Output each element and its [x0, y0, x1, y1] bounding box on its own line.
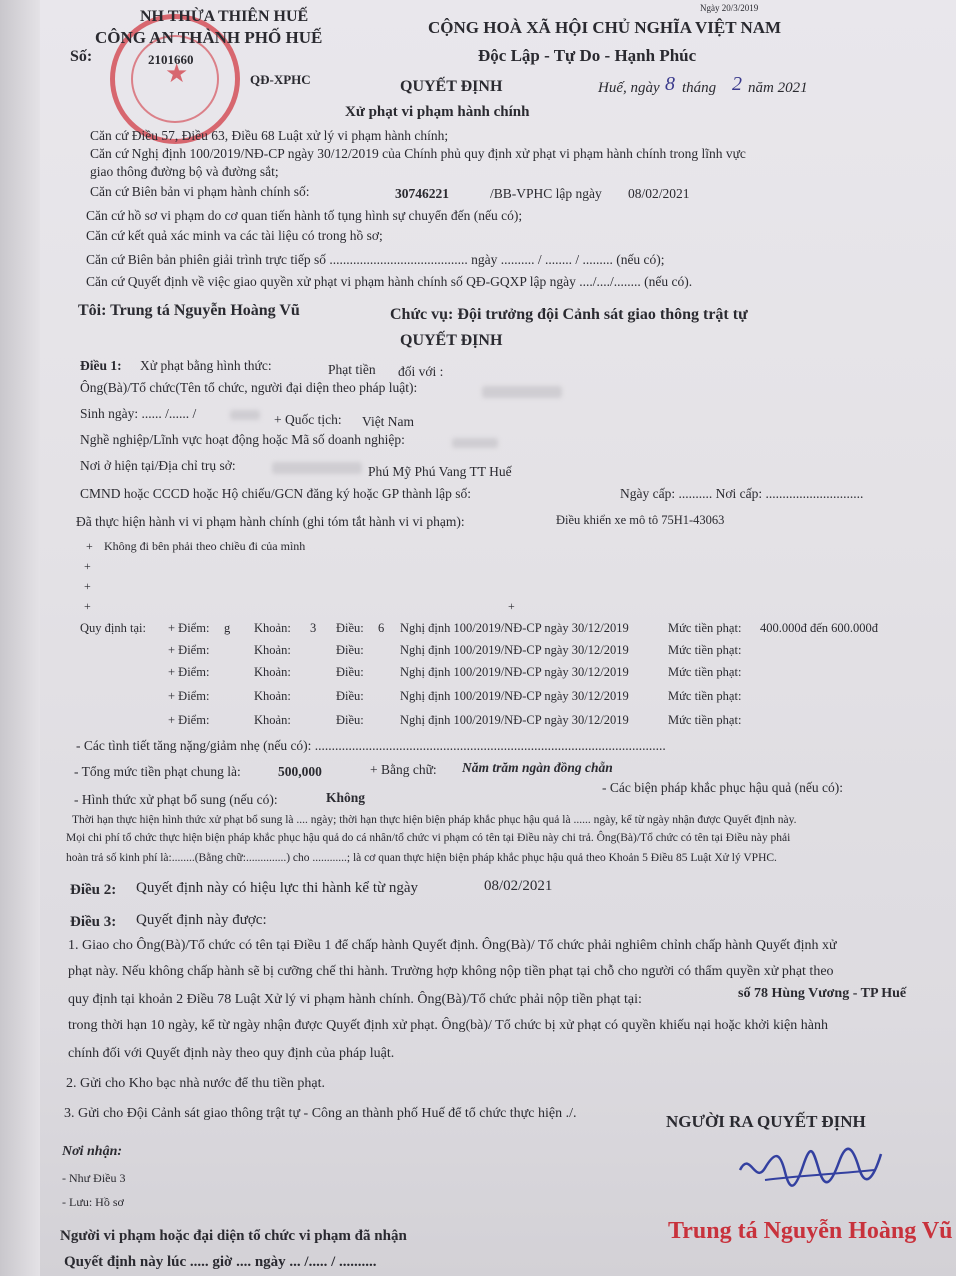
- issue-date: Ngày cấp: .......... Nơi cấp: .............................: [620, 486, 864, 501]
- redacted-name: [482, 386, 562, 398]
- article3-line-1: 1. Giao cho Ông(Bà)/Tổ chức có tên tại Điều 1 để chấp hành Quyết định. Ông(Bà)/ Tổ chức phải nghiêm chỉnh chấp hành Quyết định xử: [68, 938, 837, 953]
- violation-plus-4: +: [84, 599, 91, 613]
- stamp-star-icon: ★: [165, 59, 189, 88]
- regulation-nd: Nghị định 100/2019/NĐ-CP ngày 30/12/2019: [400, 643, 629, 657]
- basis-line-7: Căn cứ Biên bản phiên giải trình trực tiếp số ......................................... ngày .......... / ........ / ......... (nếu có);: [86, 252, 665, 267]
- article3-line-6: 2. Gửi cho Kho bạc nhà nước để thu tiền phạt.: [66, 1076, 325, 1091]
- additional-label: - Hình thức xử phạt bổ sung (nếu có):: [74, 792, 278, 807]
- id-label: CMND hoặc CCCD hoặc Hộ chiếu/GCN đăng ký hoặc GP thành lập số:: [80, 486, 471, 501]
- article1-label: Điều 1:: [80, 358, 122, 373]
- article3-line-3: quy định tại khoản 2 Điều 78 Luật Xử lý vi phạm hành chính. Ông(Bà)/Tổ chức phải nộp tiền phạt tại:: [68, 992, 642, 1007]
- additional-value: Không: [326, 790, 366, 805]
- regulation-fine: Mức tiền phạt:: [668, 665, 742, 679]
- officer-position: Chức vụ: Đội trưởng đội Cảnh sát giao thông trật tự: [390, 306, 748, 323]
- doc-subtitle: Xử phạt vi phạm hành chính: [345, 104, 530, 120]
- regulation-khoan: Khoản:: [254, 689, 291, 703]
- regulation-diem: + Điểm:: [168, 665, 210, 679]
- regulation-dieu: Điều:: [336, 713, 364, 727]
- article2-date: 08/02/2021: [484, 878, 553, 894]
- page-shadow: [0, 0, 40, 1276]
- agency-name: CÔNG AN THÀNH PHỐ HUẾ: [95, 28, 323, 47]
- regulation-fine: Mức tiền phạt:: [668, 643, 742, 657]
- violation-plus-1: +: [86, 539, 93, 553]
- signer-name: Trung tá Nguyễn Hoàng Vũ: [668, 1218, 953, 1244]
- redacted-address: [272, 462, 362, 474]
- article3-line-4: trong thời hạn 10 ngày, kể từ ngày nhận được Quyết định xử phạt. Ông(bà)/ Tổ chức bị xử phạt có quyền khiếu nại hoặc khởi kiện hành: [68, 1018, 828, 1033]
- regulation-khoan-v: 3: [310, 621, 317, 635]
- violator-received: Người vi phạm hoặc đại diện tổ chức vi phạm đã nhận: [60, 1228, 407, 1244]
- date-day: 8: [665, 73, 675, 95]
- regulation-fine-v: 400.000đ đến 600.000đ: [760, 621, 879, 635]
- regulation-khoan: Khoản:: [254, 713, 291, 727]
- article2-label: Điều 2:: [70, 882, 117, 898]
- province-name: NH THỪA THIÊN HUẾ: [140, 8, 309, 25]
- nationality-label: + Quốc tịch:: [274, 412, 342, 427]
- basis-line-4: Căn cứ Biên bản vi phạm hành chính số:: [90, 184, 310, 199]
- address-value: Phú Mỹ Phú Vang TT Huế: [368, 464, 512, 479]
- signer-title: NGƯỜI RA QUYẾT ĐỊNH: [666, 1112, 866, 1131]
- penalty-para-1: Thời hạn thực hiện hình thức xử phạt bổ sung là .... ngày; thời hạn thực hiện biện pháp khắc phục hậu quả là ...... ngày, kể từ ngày nhận được Quyết định này.: [72, 814, 797, 826]
- total-value: 500,000: [278, 764, 322, 779]
- penalty-para-2: Mọi chi phí tổ chức thực hiện biện pháp khắc phục hậu quả do cá nhân/tổ chức vi phạm có tên tại Điều này chi trả. Ông(Bà)/Tổ chức có tên tại Điều này phải: [66, 832, 791, 844]
- redacted-job: [452, 438, 498, 448]
- article2-text: Quyết định này có hiệu lực thi hành kể từ ngày: [136, 880, 419, 896]
- article3-line-5: chính đối với Quyết định này theo quy định của pháp luật.: [68, 1046, 395, 1061]
- regulation-fine: Mức tiền phạt:: [668, 621, 742, 635]
- violation-label: Đã thực hiện hành vi vi phạm hành chính (ghi tóm tắt hành vi vi phạm):: [76, 514, 465, 529]
- basis-line-2: Căn cứ Nghị định 100/2019/NĐ-CP ngày 30/12/2019 của Chính phủ quy định xử phạt vi phạm hành chính trong lĩnh vực: [90, 146, 746, 161]
- regulation-fine: Mức tiền phạt:: [668, 713, 742, 727]
- address-label: Nơi ở hiện tại/Địa chỉ trụ sở:: [80, 458, 236, 473]
- regulation-nd: Nghị định 100/2019/NĐ-CP ngày 30/12/2019: [400, 689, 629, 703]
- basis-line-1: Căn cứ Điều 57, Điều 63, Điều 68 Luật xử lý vi phạm hành chính;: [90, 128, 449, 143]
- date-month: 2: [732, 73, 742, 95]
- article1-against: đối với :: [398, 364, 444, 379]
- article3-line-2: phạt này. Nếu không chấp hành sẽ bị cưỡng chế thi hành. Trường hợp không nộp tiền phạt tại chỗ cho người có thẩm quyền xử phạt theo: [68, 964, 834, 979]
- record-number: 30746221: [395, 186, 449, 201]
- signature-icon: [735, 1140, 885, 1200]
- top-right-note: Ngày 20/3/2019: [700, 3, 759, 13]
- article1-form-label: Xử phạt bằng hình thức:: [140, 358, 272, 373]
- regulation-diem: + Điểm:: [168, 643, 210, 657]
- violation-plus-2: +: [84, 559, 91, 573]
- violation-plus-3: +: [84, 579, 91, 593]
- words-label: + Bằng chữ:: [370, 762, 437, 777]
- basis-line-3: giao thông đường bộ và đường sắt;: [90, 164, 279, 179]
- regulation-dieu: Điều:: [336, 621, 364, 635]
- recipient-1: - Như Điều 3: [62, 1171, 126, 1185]
- regulation-khoan: Khoản:: [254, 665, 291, 679]
- officer-line: Tôi: Trung tá Nguyễn Hoàng Vũ: [78, 302, 300, 319]
- regulation-fine: Mức tiền phạt:: [668, 689, 742, 703]
- basis-line-8: Căn cứ Quyết định về việc giao quyền xử phạt vi phạm hành chính số QĐ-GQXP lập ngày ..../..../........ (nếu có).: [86, 274, 693, 289]
- regulation-dieu-v: 6: [378, 621, 385, 635]
- article3-intro: Quyết định này được:: [136, 912, 267, 928]
- month-label: tháng: [682, 80, 717, 96]
- article3-label: Điều 3:: [70, 914, 117, 930]
- regulation-nd: Nghị định 100/2019/NĐ-CP ngày 30/12/2019: [400, 621, 629, 635]
- regulation-diem: + Điểm:: [168, 713, 210, 727]
- penalty-para-3: hoàn trả số kinh phí là:........(Bằng chữ:..............) cho ............; là cơ quan thực hiện biện pháp khắc phục hậu quả theo Khoản 5 Điều 85 Luật Xử lý VPHC.: [66, 852, 777, 864]
- regulation-diem-v: g: [224, 621, 231, 635]
- basis-line-5: Căn cứ hồ sơ vi phạm do cơ quan tiến hành tố tụng hình sự chuyển đến (nếu có);: [86, 208, 523, 223]
- motto: Độc Lập - Tự Do - Hạnh Phúc: [478, 46, 697, 65]
- total-label: - Tổng mức tiền phạt chung là:: [74, 764, 241, 779]
- regulation-dieu: Điều:: [336, 689, 364, 703]
- record-suffix: /BB-VPHC lập ngày: [490, 186, 602, 201]
- remedy-label: - Các biện pháp khắc phục hậu quả (nếu có):: [602, 780, 844, 795]
- regulation-khoan: Khoản:: [254, 621, 291, 635]
- regulation-diem: + Điểm:: [168, 689, 210, 703]
- so-label: Số:: [70, 48, 93, 65]
- doc-title: QUYẾT ĐỊNH: [400, 78, 503, 95]
- regulation-khoan: Khoản:: [254, 643, 291, 657]
- basis-line-6: Căn cứ kết quả xác minh va các tài liệu có trong hồ sơ;: [86, 228, 383, 243]
- regulation-dieu: Điều:: [336, 643, 364, 657]
- regulation-label: Quy định tại:: [80, 621, 146, 635]
- regulation-nd: Nghị định 100/2019/NĐ-CP ngày 30/12/2019: [400, 665, 629, 679]
- circumstances: - Các tình tiết tăng nặng/giảm nhẹ (nếu có): ........................................................................................................: [76, 738, 666, 753]
- words-value: Năm trăm ngàn đồng chẵn: [462, 760, 613, 775]
- job-label: Nghề nghiệp/Lĩnh vực hoạt động hoặc Mã số doanh nghiệp:: [80, 432, 405, 447]
- regulation-nd: Nghị định 100/2019/NĐ-CP ngày 30/12/2019: [400, 713, 629, 727]
- record-date: 08/02/2021: [628, 186, 690, 201]
- place-date-prefix: Huế, ngày: [598, 80, 660, 96]
- received-time: Quyết định này lúc ..... giờ .... ngày ... /..... / ..........: [64, 1254, 377, 1270]
- article3-line-7: 3. Gửi cho Đội Cảnh sát giao thông trật tự - Công an thành phố Huế để tổ chức thực hiện ./.: [64, 1106, 577, 1121]
- dob-label: Sinh ngày: ...... /...... /: [80, 406, 197, 421]
- nation-name: CỘNG HOÀ XÃ HỘI CHỦ NGHĨA VIỆT NAM: [428, 18, 782, 37]
- recipient-2: - Lưu: Hồ sơ: [62, 1195, 124, 1209]
- decide-heading: QUYẾT ĐỊNH: [400, 332, 503, 349]
- nationality-value: Việt Nam: [362, 414, 415, 429]
- person-label: Ông(Bà)/Tổ chức(Tên tổ chức, người đại diện theo pháp luật):: [80, 380, 418, 395]
- redacted-year: [230, 410, 260, 420]
- recipients-label: Nơi nhận:: [62, 1144, 123, 1159]
- regulation-dieu: Điều:: [336, 665, 364, 679]
- violation-plus-5: +: [508, 599, 515, 613]
- regulation-diem: + Điểm:: [168, 621, 210, 635]
- date-year: năm 2021: [748, 80, 808, 96]
- decision-suffix: QĐ-XPHC: [250, 72, 311, 87]
- violation-value: Điều khiển xe mô tô 75H1-43063: [556, 513, 725, 527]
- payment-place: số 78 Hùng Vương - TP Huế: [738, 986, 907, 1001]
- article1-form-value: Phạt tiền: [328, 362, 376, 377]
- violation-item: Không đi bên phải theo chiều đi của mình: [104, 539, 306, 553]
- decision-number: 2101660: [148, 52, 194, 67]
